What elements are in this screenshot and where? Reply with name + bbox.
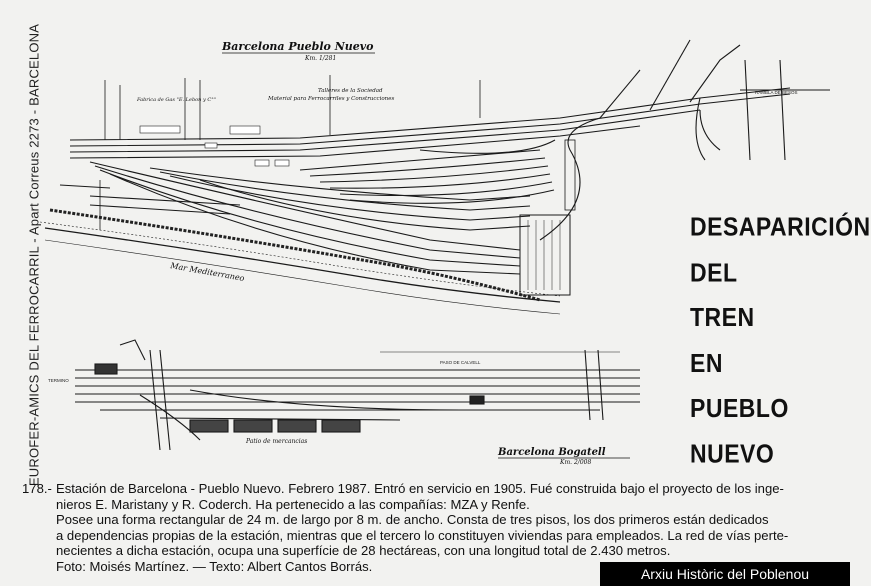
headline-line-3: TREN [690,302,755,332]
caption-line-4: a dependencias propias de la estación, mientras que el tercero lo constituyen viviendas para empleados. La red de vías perte- [56,527,789,543]
paso-calvell-label: PASO DE CALVELL [440,360,481,365]
rambla-label: RAMBLA DE BESOS [755,90,798,95]
top-station-title: Barcelona Pueblo Nuevo [222,40,374,53]
caption [22,481,837,575]
bottom-station-km: Km. 2/008 [560,459,592,466]
headline-line-4: EN [690,347,723,378]
headline-line-6: NUEVO [690,438,775,468]
archive-credit-bar: Arxiu Històric del Poblenou [600,562,850,586]
sea-label: Mar Mediterraneo [169,261,246,283]
talleres-label-2: Material para Ferrocarriles y Construcciones [268,96,395,102]
caption-line-1: Estación de Barcelona - Pueblo Nuevo. Febrero 1987. Entró en servicio en 1905. Fué construida bajo el proyecto de los inge- [56,481,784,496]
caption-line-6: Foto: Moisés Martínez. — Texto: Albert Cantos Borrás. [56,558,373,574]
termino-label: TERMINO [48,378,69,383]
publisher-side-text: EUROFER-AMICS DEL FERROCARRIL - Apart Correus 2273 - BARCELONA [26,23,42,487]
top-station-km: Km. 1/281 [305,55,337,62]
talleres-label-1: Talleres de la Sociedad [318,88,383,94]
headline-line-2: DEL [690,257,738,287]
headline-line-1: DESAPARICIÓN [690,211,871,241]
bottom-station-title: Barcelona Bogatell [498,447,606,458]
headline [690,204,871,476]
caption-line-5: necientes a dicha estación, ocupa una superfície de 28 hectáreas, con una longitud total de 2.430 metros. [56,543,671,559]
fabrica-label: Fabrica de Gas "E. Lebon y C°" [137,97,217,103]
caption-number: 178.- [22,481,52,496]
caption-line-3: Posee una forma rectangular de 24 m. de largo por 8 m. de ancho. Consta de tres pisos, los dos primeros están dedicados [56,512,769,528]
patio-label: Patio de mercancias [246,438,308,445]
headline-line-5: PUEBLO [690,393,789,423]
caption-line-2: nieros E. Maristany y R. Coderch. Ha pertenecido a las compañías: MZA y Renfe. [56,496,530,512]
